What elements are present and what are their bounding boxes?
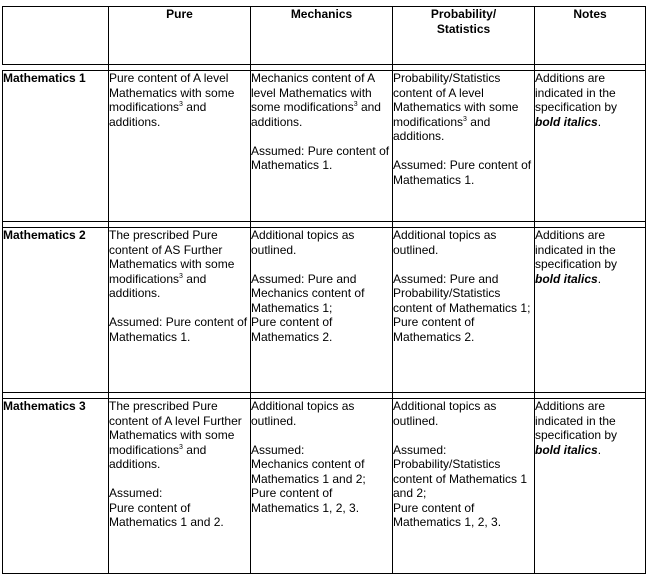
table-row <box>3 71 646 222</box>
cell-probability <box>393 228 535 393</box>
specification-table <box>2 6 646 574</box>
cell-paragraph: Additional topics as outlined. <box>393 399 497 428</box>
cell-pure <box>109 399 251 574</box>
cell-paragraph: Additional topics as outlined. <box>251 399 355 428</box>
header-probability-statistics <box>393 7 535 65</box>
header-probability-statistics-label: Probability/ Statistics <box>430 7 497 36</box>
cell-paragraph: Mechanics content of A level Mathematics with some modifications$^3$ and additions. <box>251 71 381 129</box>
cell-probability <box>393 399 535 574</box>
cell-paragraph-assumed: Assumed: Probability/Statistics content of Mathematics 1 and 2; Pure content of Mathematics 1, 2, 3. <box>393 442 528 529</box>
table-row <box>3 399 646 574</box>
row-label: Mathematics 2 <box>3 228 109 393</box>
cell-paragraph: Additional topics as outlined. <box>251 228 355 257</box>
cell-paragraph: Additional topics as outlined. <box>393 228 497 257</box>
cell-mechanics <box>251 228 393 393</box>
row-label: Mathematics 3 <box>3 399 109 574</box>
cell-notes <box>535 399 646 574</box>
cell-paragraph: Pure content of A level Mathematics with some modifications$^3$ and additions. <box>109 71 235 129</box>
corner-cell <box>3 7 109 65</box>
cell-pure <box>109 228 251 393</box>
cell-paragraph-assumed: Assumed: Pure content of Mathematics 1 and 2. <box>109 486 224 529</box>
notes-text: Additions are indicated in the specification by bold italics. <box>535 71 618 129</box>
cell-paragraph-assumed: Assumed: Pure content of Mathematics 1. <box>109 315 248 344</box>
cell-mechanics <box>251 71 393 222</box>
cell-paragraph: Probability/Statistics content of A level Mathematics with some modifications$^3$ and additions. <box>393 71 519 143</box>
cell-mechanics <box>251 399 393 574</box>
cell-probability <box>393 71 535 222</box>
cell-notes <box>535 228 646 393</box>
cell-paragraph: The prescribed Pure content of AS Further Mathematics with some modifications$^3$ and additions. <box>109 228 235 300</box>
cell-pure <box>109 71 251 222</box>
header-mechanics: Mechanics <box>251 7 393 65</box>
table-row <box>3 228 646 393</box>
notes-text: Additions are indicated in the specification by bold italics. <box>535 228 618 286</box>
cell-paragraph-assumed: Assumed: Pure and Probability/Statistics content of Mathematics 1; Pure content of Mathematics 2. <box>393 271 531 344</box>
cell-paragraph-assumed: Assumed: Mechanics content of Mathematics 1 and 2; Pure content of Mathematics 1, 2, 3. <box>251 442 366 515</box>
cell-paragraph-assumed: Assumed: Pure content of Mathematics 1. <box>251 143 390 172</box>
cell-paragraph-assumed: Assumed: Pure and Mechanics content of Mathematics 1; Pure content of Mathematics 2. <box>251 271 365 344</box>
header-notes: Notes <box>535 7 646 65</box>
header-row <box>3 7 646 65</box>
cell-paragraph-assumed: Assumed: Pure content of Mathematics 1. <box>393 158 532 187</box>
row-label: Mathematics 1 <box>3 71 109 222</box>
header-pure: Pure <box>109 7 251 65</box>
notes-text: Additions are indicated in the specification by bold italics. <box>535 399 618 457</box>
cell-paragraph: The prescribed Pure content of A level Further Mathematics with some modifications$^3$ and additions. <box>109 399 242 471</box>
cell-notes <box>535 71 646 222</box>
